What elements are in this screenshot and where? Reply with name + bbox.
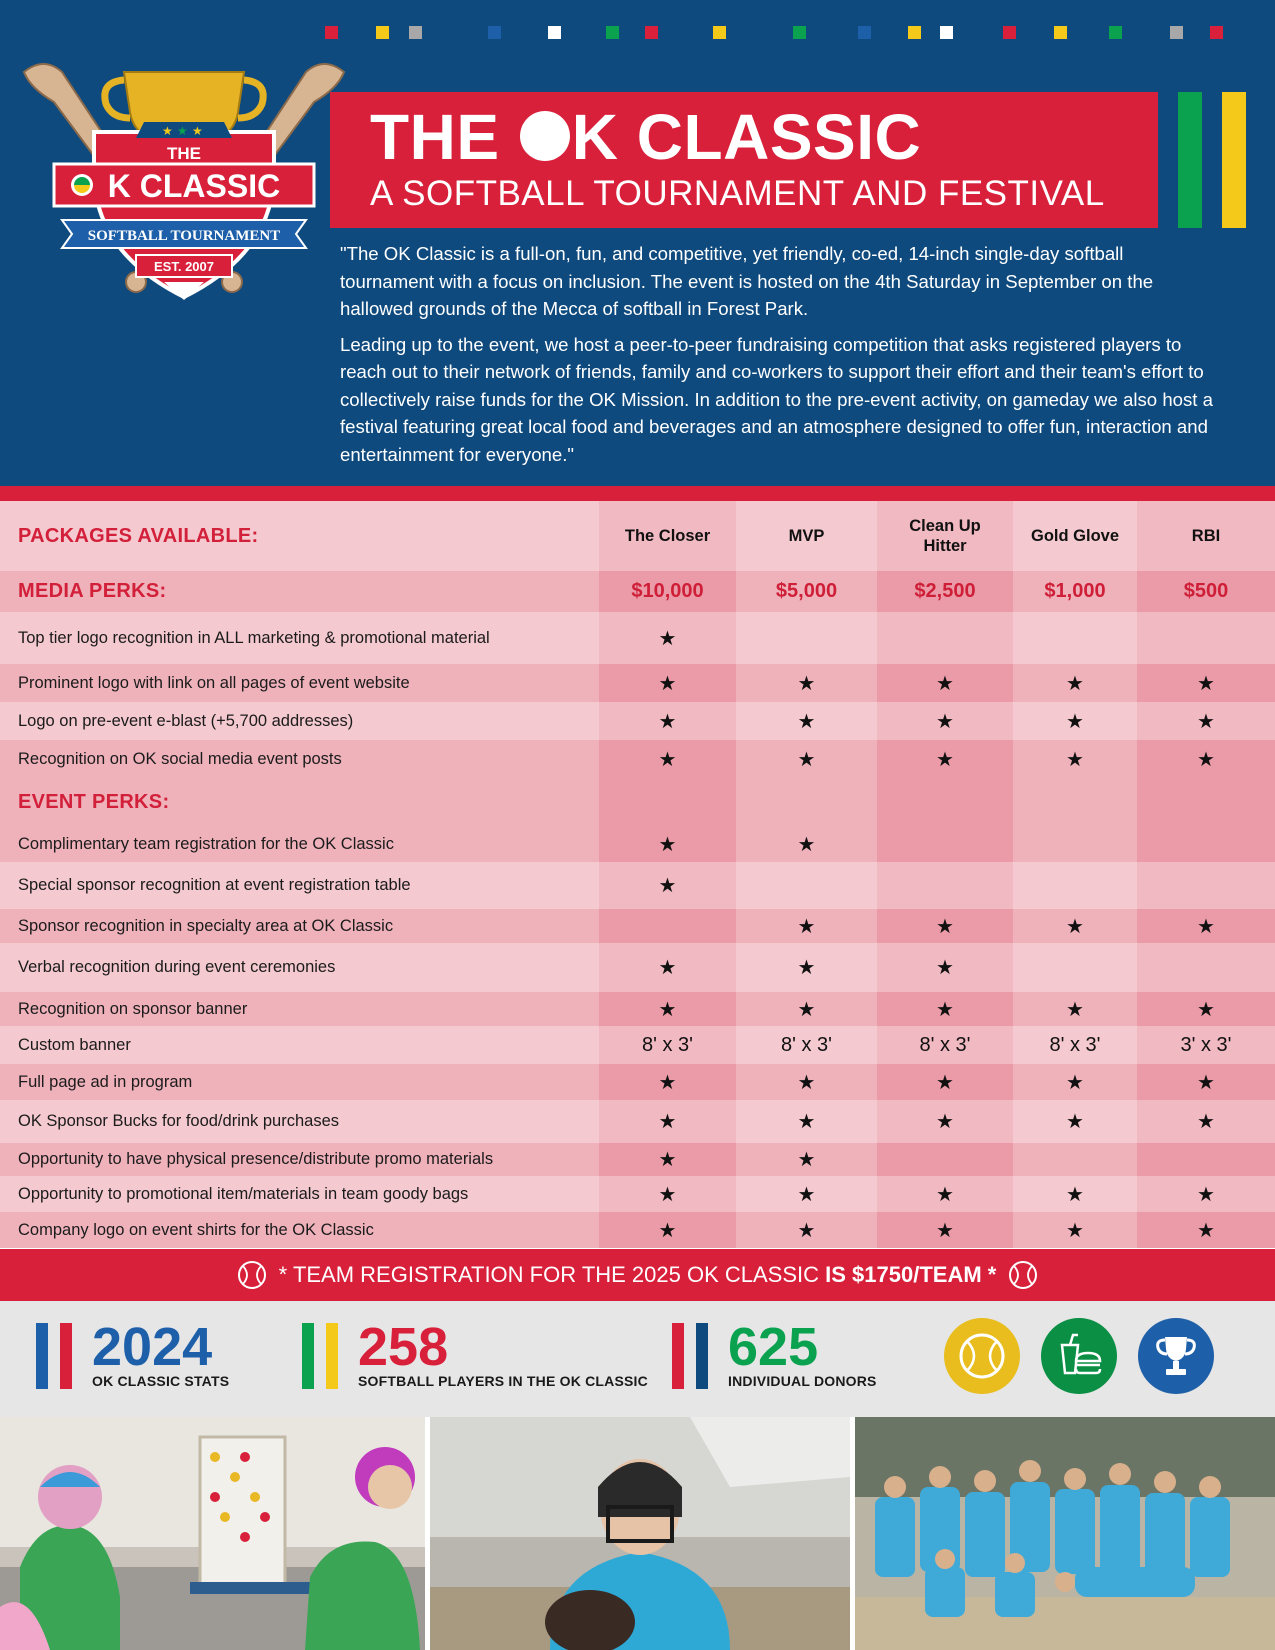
perk-label: Sponsor recognition in specialty area at OK Classic — [0, 909, 599, 943]
empty-cell — [1137, 612, 1275, 664]
price-mvp: $5,000 — [775, 580, 838, 602]
photo-catcher-player — [430, 1417, 850, 1650]
empty-cell — [877, 826, 1013, 862]
star-icon: ★ — [599, 992, 736, 1026]
star-icon: ★ — [1013, 992, 1137, 1026]
star-icon: ★ — [1137, 1176, 1275, 1212]
perk-label: Company logo on event shirts for the OK Classic — [0, 1212, 599, 1248]
empty-cell — [1013, 826, 1137, 862]
intro-paragraph-2: Leading up to the event, we host a peer-to-peer fundraising competition that asks registered players to reach out to their network of friends, family and co-workers to support their effort and their team's effort to collectively raise funds for the OK Mission. In addition to the pre-event activity, on gameday we also host a festival featuring great local food and beverages and an atmosphere designed to offer fun, interaction and entertainment for everyone." — [340, 333, 1213, 465]
empty-cell — [1013, 1143, 1137, 1176]
svg-text:THE: THE — [167, 144, 201, 163]
star-icon: ★ — [1013, 1212, 1137, 1248]
softball-icon — [237, 1260, 267, 1290]
star-icon: ★ — [1013, 909, 1137, 943]
star-icon: ★ — [1137, 664, 1275, 702]
empty-cell — [877, 612, 1013, 664]
header-band — [0, 0, 1275, 486]
price-rbi: $500 — [1183, 580, 1229, 602]
banner-size-cell: 8' x 3' — [1013, 1026, 1137, 1064]
price-clean-up-hitter: $2,500 — [914, 580, 976, 602]
table-row — [0, 612, 1275, 664]
perk-label: OK Sponsor Bucks for food/drink purchases — [0, 1100, 599, 1143]
table-row — [0, 826, 1275, 862]
header-divider — [0, 486, 1275, 501]
empty-cell — [1137, 943, 1275, 992]
empty-cell — [1137, 826, 1275, 862]
table-row — [0, 1100, 1275, 1143]
package-name-gold-glove: Gold Glove — [1030, 527, 1119, 545]
star-icon: ★ — [1137, 1100, 1275, 1143]
star-icon: ★ — [1013, 664, 1137, 702]
star-icon: ★ — [877, 702, 1013, 740]
star-icon: ★ — [736, 826, 877, 862]
star-icon: ★ — [1137, 992, 1275, 1026]
star-icon: ★ — [1013, 702, 1137, 740]
empty-cell — [736, 862, 877, 909]
table-row — [0, 992, 1275, 1026]
media-perks-label: MEDIA PERKS: — [18, 580, 167, 602]
star-icon: ★ — [1013, 1064, 1137, 1100]
table-row — [0, 943, 1275, 992]
table-row — [0, 909, 1275, 943]
svg-text:★: ★ — [177, 124, 188, 138]
price-closer: $10,000 — [631, 580, 704, 602]
team-registration-banner — [0, 1249, 1275, 1301]
empty-cell — [1013, 612, 1137, 664]
empty-cell — [736, 612, 877, 664]
stat-label: INDIVIDUAL DONORS — [728, 1373, 877, 1389]
table-row — [0, 1026, 1275, 1064]
package-name-closer: The Closer — [624, 527, 711, 545]
ok-classic-logo — [14, 52, 354, 322]
softball-icon — [944, 1318, 1020, 1394]
star-icon: ★ — [736, 909, 877, 943]
star-icon: ★ — [877, 943, 1013, 992]
star-icon: ★ — [877, 992, 1013, 1026]
star-icon: ★ — [1137, 702, 1275, 740]
star-icon: ★ — [1137, 740, 1275, 778]
empty-cell — [1013, 862, 1137, 909]
perk-label: Complimentary team registration for the OK Classic — [0, 826, 599, 862]
perk-label: Logo on pre-event e-blast (+5,700 addresses) — [0, 702, 599, 740]
star-icon: ★ — [736, 664, 877, 702]
star-icon: ★ — [599, 1143, 736, 1176]
empty-cell — [1137, 862, 1275, 909]
table-row — [0, 1143, 1275, 1176]
photo-kids-playing-connect-four — [0, 1417, 425, 1650]
trophy-icon — [1138, 1318, 1214, 1394]
banner-size-cell: 8' x 3' — [599, 1026, 736, 1064]
title-banner — [330, 92, 1158, 228]
perk-label: Prominent logo with link on all pages of event website — [0, 664, 599, 702]
sponsorship-packages-table — [0, 501, 1275, 1248]
table-row — [0, 862, 1275, 909]
star-icon: ★ — [1013, 1176, 1137, 1212]
star-icon: ★ — [877, 1100, 1013, 1143]
star-icon: ★ — [877, 909, 1013, 943]
star-icon: ★ — [877, 740, 1013, 778]
svg-text:★: ★ — [162, 124, 173, 138]
packages-available-label: PACKAGES AVAILABLE: — [18, 524, 259, 547]
star-icon: ★ — [599, 943, 736, 992]
photo-team-celebrating — [855, 1417, 1275, 1650]
star-icon: ★ — [1013, 1100, 1137, 1143]
perk-label: Full page ad in program — [0, 1064, 599, 1100]
softball-icon — [1008, 1260, 1038, 1290]
svg-text:K CLASSIC: K CLASSIC — [107, 168, 281, 204]
star-icon: ★ — [599, 664, 736, 702]
package-name-rbi: RBI — [1191, 527, 1221, 545]
star-icon: ★ — [599, 612, 736, 664]
stat-number: 2024 — [92, 1317, 213, 1377]
empty-cell — [599, 909, 736, 943]
star-icon: ★ — [736, 943, 877, 992]
star-icon: ★ — [1137, 1212, 1275, 1248]
star-icon: ★ — [736, 1176, 877, 1212]
media-perks-rows — [0, 612, 1275, 778]
star-icon: ★ — [599, 862, 736, 909]
star-icon: ★ — [736, 992, 877, 1026]
yellow-accent-bar — [1222, 92, 1246, 228]
star-icon: ★ — [877, 1176, 1013, 1212]
price-gold-glove: $1,000 — [1044, 580, 1106, 602]
empty-cell — [877, 1143, 1013, 1176]
stat-label: OK CLASSIC STATS — [92, 1373, 230, 1389]
table-row — [0, 664, 1275, 702]
registration-price: IS $1750/TEAM * — [825, 1262, 997, 1287]
perk-label: Top tier logo recognition in ALL marketing & promotional material — [0, 612, 599, 664]
perk-label: Special sponsor recognition at event registration table — [0, 862, 599, 909]
star-icon: ★ — [1137, 909, 1275, 943]
star-icon: ★ — [599, 702, 736, 740]
stat-bars-decoration — [302, 1323, 344, 1389]
food-drink-icon — [1041, 1318, 1117, 1394]
table-price-row — [0, 571, 1275, 612]
page-subtitle: A SOFTBALL TOURNAMENT AND FESTIVAL — [370, 174, 1105, 213]
package-name-mvp: MVP — [788, 527, 825, 545]
star-icon: ★ — [736, 1064, 877, 1100]
perk-label: Opportunity to have physical presence/distribute promo materials — [0, 1143, 599, 1176]
svg-text:SOFTBALL TOURNAMENT: SOFTBALL TOURNAMENT — [87, 228, 281, 244]
intro-paragraph-1: "The OK Classic is a full-on, fun, and competitive, yet friendly, co-ed, 14-inch single-day softball tournament with a focus on inclusion. The event is hosted on the 4th Saturday in September on the hallowed grounds of the Mecca of softball in Forest Park. — [340, 243, 1154, 319]
star-icon: ★ — [877, 1064, 1013, 1100]
star-icon: ★ — [736, 702, 877, 740]
star-icon: ★ — [599, 740, 736, 778]
table-row — [0, 740, 1275, 778]
perk-label: Verbal recognition during event ceremonies — [0, 943, 599, 992]
star-icon: ★ — [599, 1100, 736, 1143]
package-name-clean-up-hitter: Clean Up Hitter — [909, 517, 981, 555]
table-row — [0, 702, 1275, 740]
event-perks-header-row — [0, 778, 1275, 826]
star-icon: ★ — [599, 1176, 736, 1212]
star-icon: ★ — [599, 1212, 736, 1248]
banner-size-cell: 3' x 3' — [1137, 1026, 1275, 1064]
perk-label: Opportunity to promotional item/materials in team goody bags — [0, 1176, 599, 1212]
star-icon: ★ — [1137, 1064, 1275, 1100]
stat-label: SOFTBALL PLAYERS IN THE OK CLASSIC — [358, 1373, 648, 1389]
star-icon: ★ — [599, 1064, 736, 1100]
star-icon: ★ — [736, 740, 877, 778]
perk-label: Custom banner — [0, 1026, 599, 1064]
stat-bars-decoration — [672, 1323, 714, 1389]
softball-o-glyph — [520, 111, 570, 161]
star-icon: ★ — [736, 1100, 877, 1143]
star-icon: ★ — [877, 1212, 1013, 1248]
star-icon: ★ — [1013, 740, 1137, 778]
empty-cell — [877, 862, 1013, 909]
stat-bars-decoration — [36, 1323, 78, 1389]
banner-size-cell: 8' x 3' — [877, 1026, 1013, 1064]
perk-label: Recognition on sponsor banner — [0, 992, 599, 1026]
stat-number: 625 — [728, 1317, 819, 1377]
svg-text:EST. 2007: EST. 2007 — [154, 259, 214, 274]
registration-text: * TEAM REGISTRATION FOR THE 2025 OK CLASSIC — [278, 1262, 826, 1287]
banner-size-cell: 8' x 3' — [736, 1026, 877, 1064]
table-row — [0, 1212, 1275, 1248]
page-title: THE K CLASSIC — [370, 101, 922, 173]
event-perks-label: EVENT PERKS: — [18, 790, 170, 813]
star-icon: ★ — [599, 826, 736, 862]
table-row — [0, 1176, 1275, 1212]
intro-text — [340, 240, 1220, 468]
stats-band — [0, 1301, 1275, 1417]
star-icon: ★ — [877, 664, 1013, 702]
empty-cell — [1013, 943, 1137, 992]
stat-number: 258 — [358, 1317, 449, 1377]
star-icon: ★ — [736, 1143, 877, 1176]
star-icon: ★ — [736, 1212, 877, 1248]
table-header-row — [0, 501, 1275, 571]
table-row — [0, 1064, 1275, 1100]
green-accent-bar — [1178, 92, 1202, 228]
perk-label: Recognition on OK social media event posts — [0, 740, 599, 778]
event-perks-rows — [0, 826, 1275, 1248]
svg-text:★: ★ — [192, 124, 203, 138]
empty-cell — [1137, 1143, 1275, 1176]
